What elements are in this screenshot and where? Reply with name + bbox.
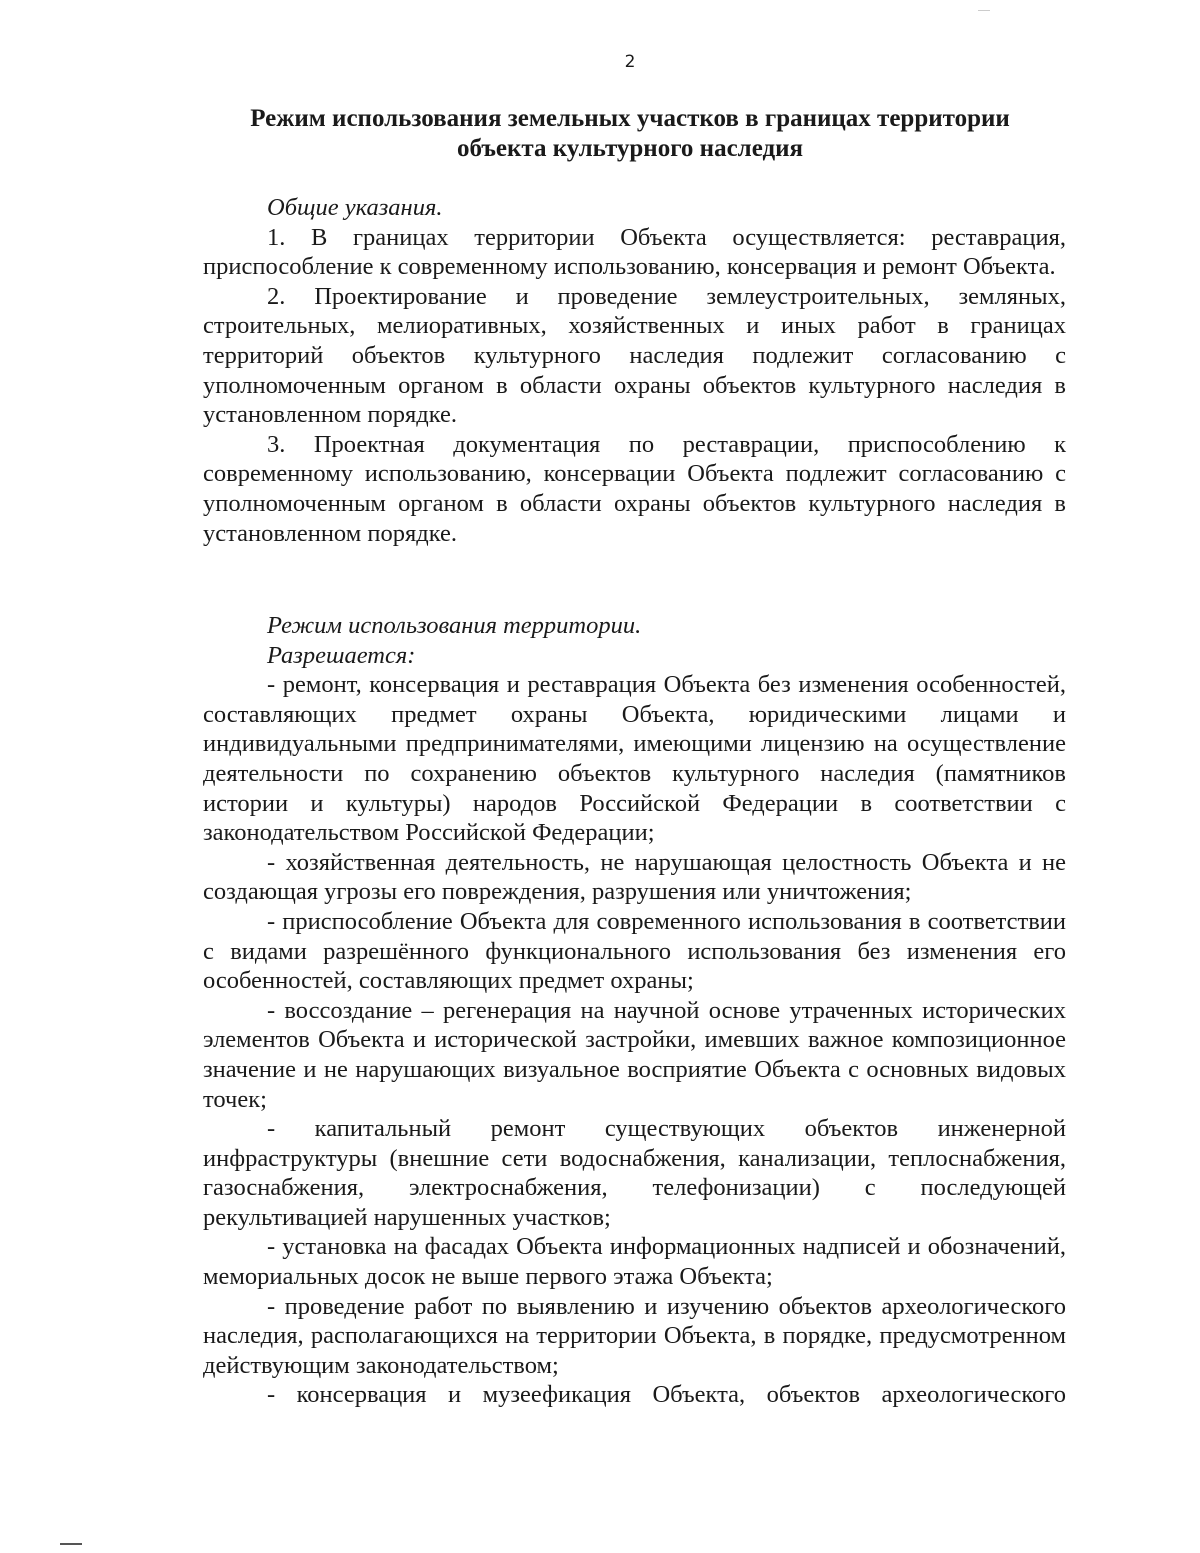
title-line-1: Режим использования земельных участков в границах территории (250, 105, 1010, 132)
allowed-item-4: - воссоздание – регенерация на научной основе утраченных исторических элементов Объекта и исторической застройки, имевших важное композиционное значение и не нарушающих визуальное восприятие Объекта с основных видовых точек; (203, 996, 1066, 1113)
general-heading: Общие указания. (267, 194, 443, 221)
regime-heading: Режим использования территории. (267, 612, 642, 639)
page-number: 2 (624, 52, 636, 72)
page-title (180, 104, 1080, 164)
allowed-item-5: - капитальный ремонт существующих объектов инженерной инфраструктуры (внешние сети водоснабжения, канализации, теплоснабжения, газоснабжения, электроснабжения, телефонизации) с последующей рекультивацией нарушенных участков; (203, 1115, 1066, 1231)
allowed-item-8: - консервация и музеефикация Объекта, объектов археологического (267, 1381, 1066, 1409)
general-section (203, 193, 1066, 548)
general-item-1: 1. В границах территории Объекта осуществляется: реставрация, приспособление к современному использованию, консервация и ремонт Объекта. (203, 223, 1066, 281)
allowed-item-7: - проведение работ по выявлению и изучению объектов археологического наследия, располагающихся на территории Объекта, в порядке, предусмотренном действующим законодательством; (203, 1292, 1066, 1379)
general-item-3: 3. Проектная документация по реставрации, приспособлению к современному использованию, консервации Объекта подлежит согласованию с уполномоченным органом в области охраны объектов культурного наследия в установленном порядке. (203, 430, 1066, 547)
allowed-item-2: - хозяйственная деятельность, не нарушающая целостность Объекта и не создающая угрозы его повреждения, разрушения или уничтожения; (203, 848, 1066, 906)
allowed-item-1: - ремонт, консервация и реставрация Объекта без изменения особенностей, составляющих предмет охраны Объекта, юридическими лицами и индивидуальными предпринимателями, имеющими лицензию на осуществление деятельности по сохранению объектов культурного наследия (памятников истории и культуры) народов Российской Федерации в соответствии с законодательством Российской Федерации; (203, 671, 1066, 847)
scan-mark-bottom (60, 1543, 82, 1545)
general-item-2: 2. Проектирование и проведение землеустроительных, земляных, строительных, мелиоративных, хозяйственных и иных работ в границах территорий объектов культурного наследия подлежит согласованию с уполномоченным органом в области охраны объектов культурного наследия в установленном порядке. (203, 282, 1066, 429)
title-line-2: объекта культурного наследия (456, 135, 804, 162)
scan-mark (978, 10, 990, 11)
allowed-item-3: - приспособление Объекта для современного использования в соответствии с видами разрешённого функционального использования без изменения его особенностей, составляющих предмет охраны; (203, 907, 1066, 995)
allowed-item-6: - установка на фасадах Объекта информационных надписей и обозначений, мемориальных досок не выше первого этажа Объекта; (203, 1233, 1066, 1291)
regime-section (203, 611, 1066, 1410)
allowed-heading: Разрешается: (267, 641, 416, 669)
